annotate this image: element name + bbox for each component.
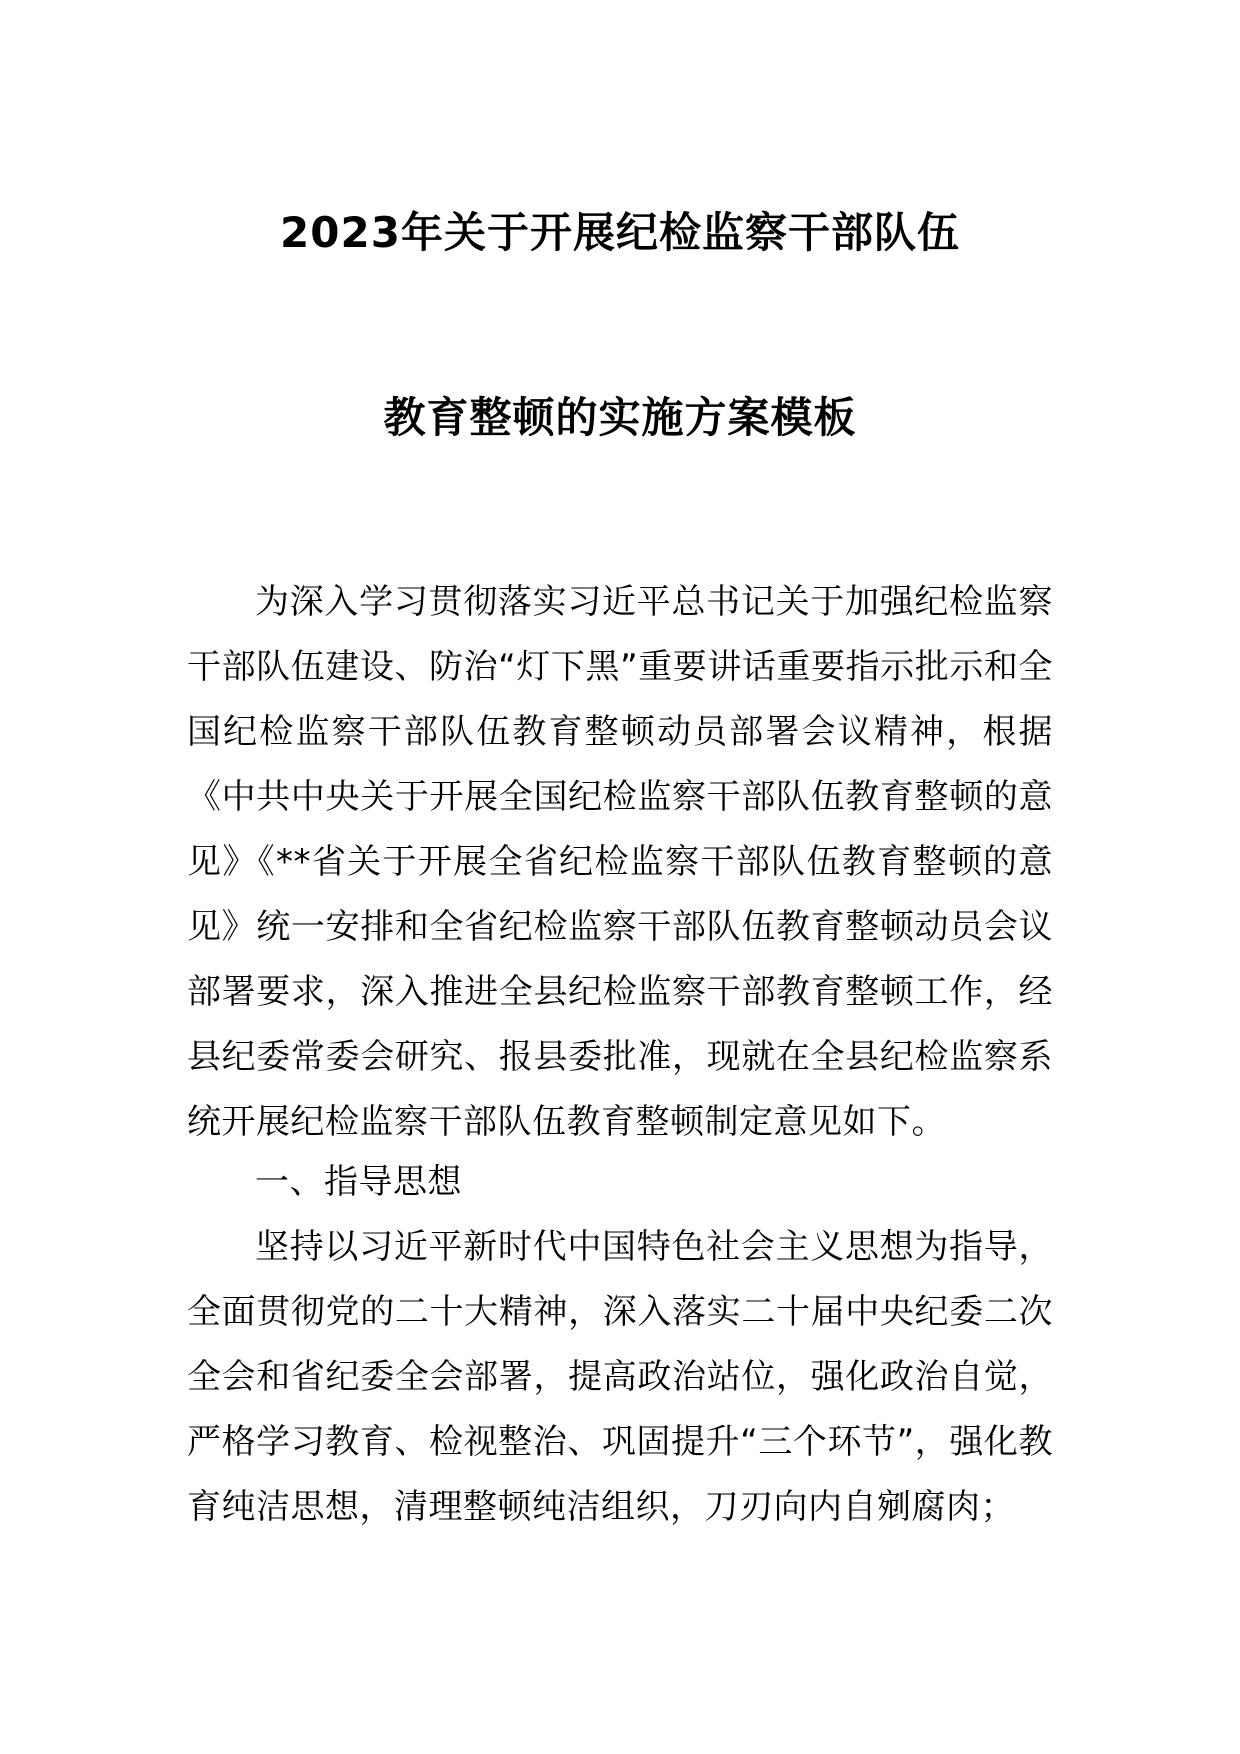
guiding-ideology-paragraph: 坚持以习近平新时代中国特色社会主义思想为指导，全面贯彻党的二十大精神，深入落实二十届中央纪委二次全会和省纪委全会部署，提高政治站位，强化政治自觉，严格学习教育、检视整治、巩固提升“三个环节”，强化教育纯洁思想，清理整顿纯洁组织，刀刃向内自剜腐肉； bbox=[187, 1227, 1053, 1527]
section-heading-guiding-ideology: 一、指导思想 bbox=[255, 1162, 462, 1202]
intro-paragraph: 为深入学习贯彻落实习近平总书记关于加强纪检监察干部队伍建设、防治“灯下黑”重要讲话重要指示批示和全国纪检监察干部队伍教育整顿动员部署会议精神，根据《中共中央关于开展全国纪检监察干部队伍教育整顿的意见》《**省关于开展全省纪检监察干部队伍教育整顿的意见》统一安排和全省纪检监察干部队伍教育整顿动员会议部署要求，深入推进全县纪检监察干部教育整顿工作，经县纪委常委会研究、报县委批准，现就在全县纪检监察系统开展纪检监察干部队伍教育整顿制定意见如下。 bbox=[187, 582, 1053, 1142]
intro-paragraph-block bbox=[187, 570, 1053, 1155]
section-heading-block bbox=[187, 1150, 1053, 1215]
document-title-line-2: 教育整顿的实施方案模板 bbox=[383, 393, 857, 442]
document-title-line-1: 2023年关于开展纪检监察干部队伍 bbox=[280, 208, 960, 257]
guiding-paragraph-block bbox=[187, 1215, 1053, 1540]
